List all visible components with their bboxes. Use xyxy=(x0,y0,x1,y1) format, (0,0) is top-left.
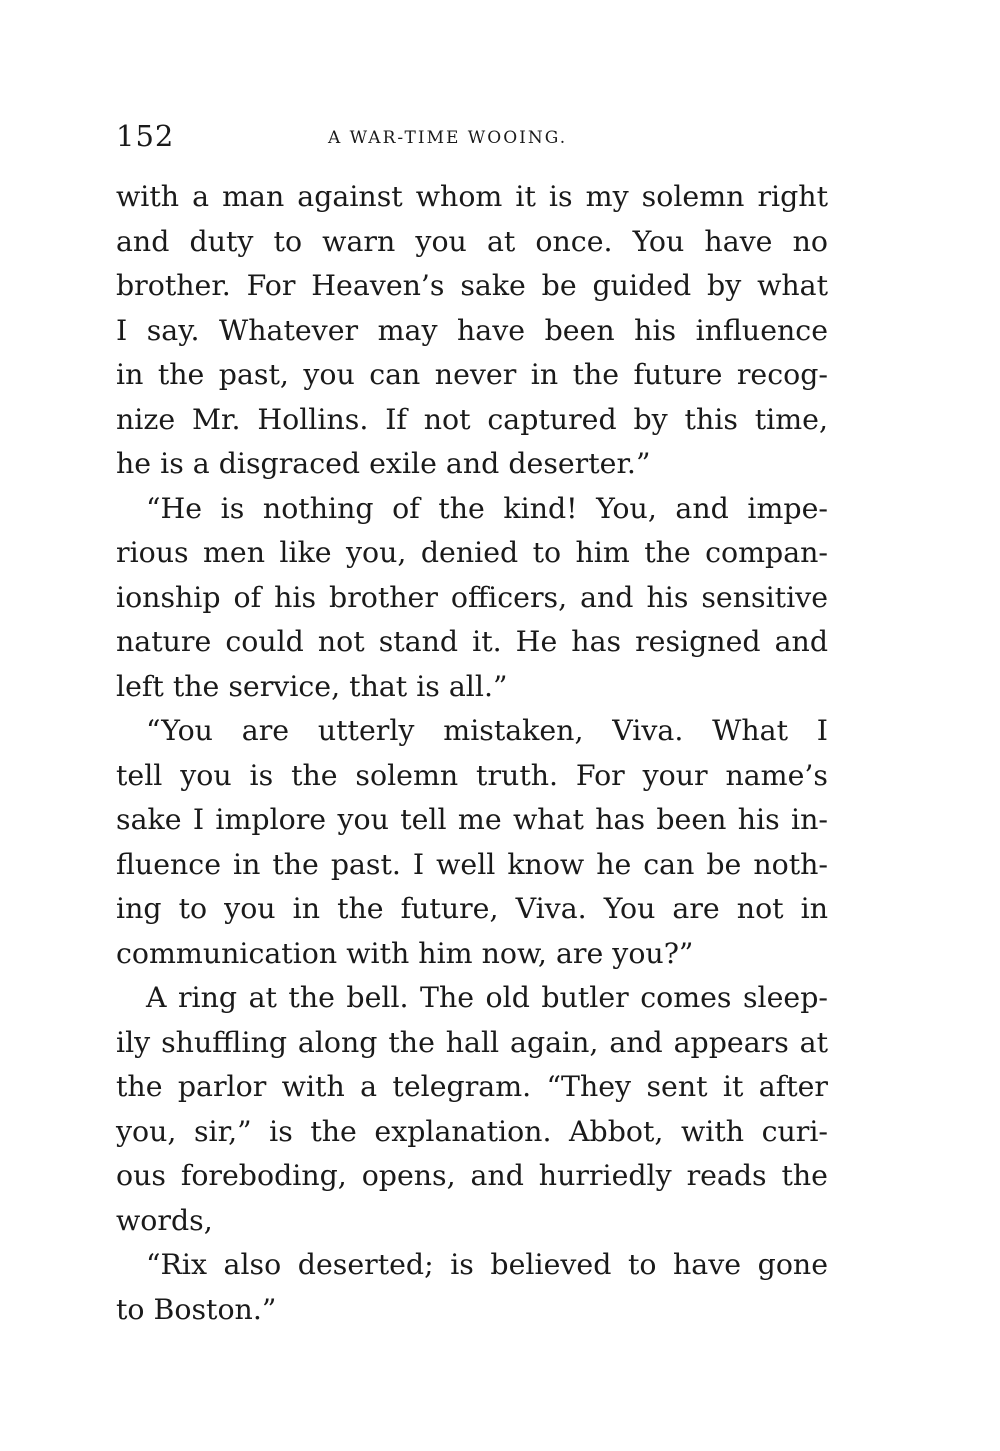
page-number: 152 xyxy=(116,119,175,153)
text-line: rious men like you, denied to him the compan- xyxy=(116,536,828,569)
text-line: fluence in the past. I well know he can be noth- xyxy=(116,847,828,881)
text-line: with a man against whom it is my solemn right xyxy=(116,180,828,213)
body-text xyxy=(116,175,828,1332)
running-head xyxy=(116,118,824,154)
text-line: communication with him now, are you?” xyxy=(116,936,694,970)
text-line: brother. For Heaven’s sake be guided by what xyxy=(116,269,828,302)
text-line: nature could not stand it. He has resigned and xyxy=(116,625,828,658)
text-line: ionship of his brother officers, and his sensitive xyxy=(116,580,828,614)
text-line: “You are utterly mistaken, Viva. What I xyxy=(146,714,828,747)
text-line: left the service, that is all.” xyxy=(116,669,508,703)
text-line: in the past, you can never in the future recog- xyxy=(116,358,828,391)
text-line: ily shuffling along the hall again, and appears at xyxy=(116,1025,828,1059)
text-line: you, sir,” is the explanation. Abbot, with curi- xyxy=(116,1114,828,1148)
text-line: sake I implore you tell me what has been his in- xyxy=(116,803,828,836)
text-line: to Boston.” xyxy=(116,1292,277,1326)
book-title: A WAR-TIME WOOING. xyxy=(328,128,568,148)
text-line: “He is nothing of the kind! You, and impe- xyxy=(146,491,828,525)
text-line: “Rix also deserted; is believed to have gone xyxy=(146,1248,828,1281)
text-line: words, xyxy=(116,1203,213,1237)
text-line: I say. Whatever may have been his influence xyxy=(116,313,828,347)
text-line: ous foreboding, opens, and hurriedly reads the xyxy=(116,1159,828,1192)
text-line: nize Mr. Hollins. If not captured by this time, xyxy=(116,402,828,436)
text-line: the parlor with a telegram. “They sent it after xyxy=(116,1070,828,1103)
text-line: tell you is the solemn truth. For your name’s xyxy=(116,758,828,792)
text-line: he is a disgraced exile and deserter.” xyxy=(116,447,651,480)
text-line: and duty to warn you at once. You have no xyxy=(116,224,828,258)
text-line: ing to you in the future, Viva. You are not in xyxy=(116,892,828,925)
text-line: A ring at the bell. The old butler comes sleep- xyxy=(146,981,828,1014)
